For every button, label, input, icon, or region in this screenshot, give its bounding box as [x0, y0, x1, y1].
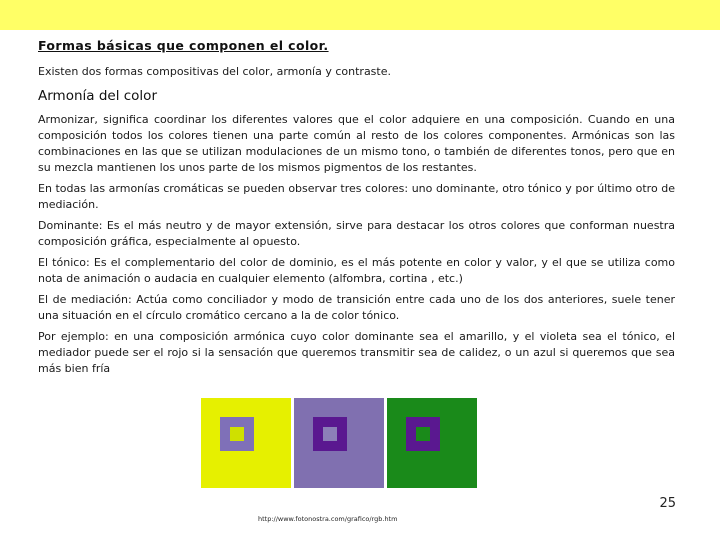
slide-content — [38, 38, 675, 382]
swatch-inner — [230, 427, 244, 441]
swatch-violet — [294, 398, 384, 488]
paragraph: Por ejemplo: en una composición armónica cuyo color dominante sea el amarillo, y el violeta sea el tónico, el mediador puede ser el rojo si la sensación que queremos transmitir sea de calidez, o un azul si queremos que sea más bien fría — [38, 330, 675, 375]
swatch-inner — [323, 427, 337, 441]
paragraph: Armonizar, significa coordinar los diferentes valores que el color adquiere en una composición. Cuando en una composición todos los colores tienen una parte común al resto de los colores componentes. Armónicas son las combinaciones en las que se utilizan modulaciones de un mismo tono, o también de diferentes tonos, pero que en su mezcla mantienen los unos parte de los mismos pigmentos de los restantes. — [38, 113, 675, 174]
source-link[interactable]: http://www.fotonostra.com/grafico/rgb.htm — [258, 515, 398, 523]
swatch-green — [387, 398, 477, 488]
paragraph: En todas las armonías cromáticas se pueden observar tres colores: uno dominante, otro tónico y por último otro de mediación. — [38, 182, 675, 211]
header-bar — [0, 0, 720, 30]
swatch-inner — [416, 427, 430, 441]
slide-title: Formas básicas que componen el color. — [38, 38, 329, 53]
paragraph: El de mediación: Actúa como conciliador y modo de transición entre cada uno de los dos anteriores, suele tener una situación en el círculo cromático cercano a la de color tónico. — [38, 293, 675, 322]
section-heading: Armonía del color — [38, 88, 157, 104]
swatch-middle — [313, 417, 347, 451]
paragraph: Dominante: Es el más neutro y de mayor extensión, sirve para destacar los otros colores que conforman nuestra composición gráfica, especialmente al opuesto. — [38, 219, 675, 248]
page-number: 25 — [659, 496, 676, 511]
intro-text: Existen dos formas compositivas del color, armonía y contraste. — [38, 65, 391, 78]
paragraph: El tónico: Es el complementario del color de dominio, es el más potente en color y valor, y el que se utiliza como nota de animación o audacia en cualquier elemento (alfombra, cortina , etc.) — [38, 256, 675, 285]
swatch-middle — [406, 417, 440, 451]
color-swatches — [201, 398, 477, 488]
swatch-yellow — [201, 398, 291, 488]
swatch-middle — [220, 417, 254, 451]
